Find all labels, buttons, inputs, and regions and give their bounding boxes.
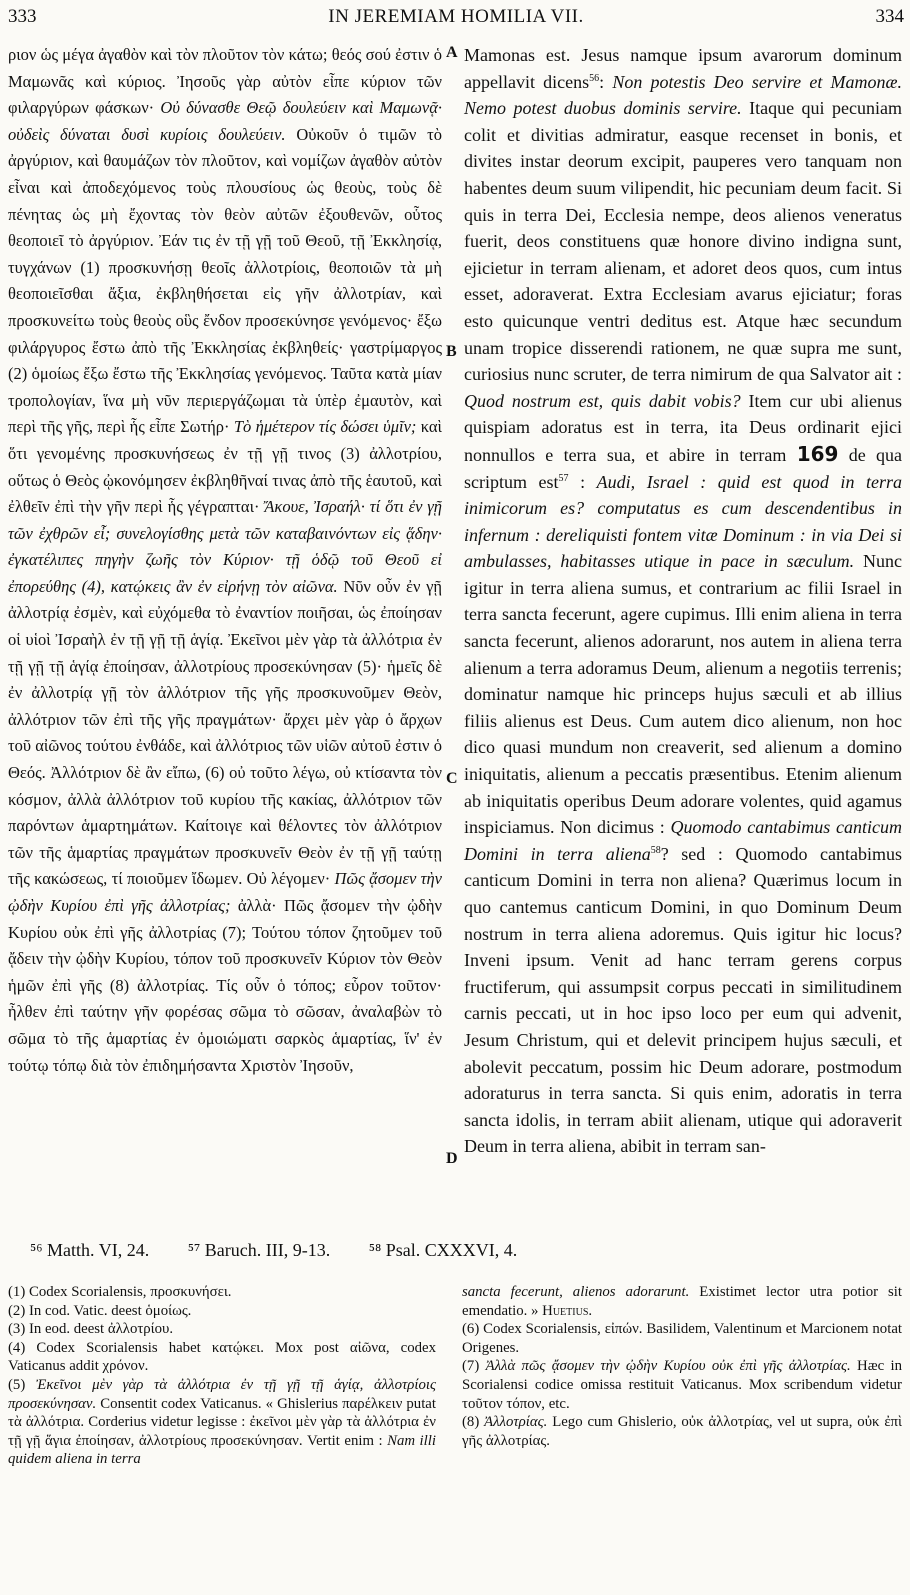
latin-run: Item cur ubi alienus quispiam adoratus est in terra, ita Deus ordinarit ejici nonnullos e terra sua, et abire in terram (464, 390, 902, 465)
reference-1: ⁵⁶ Matth. VI, 24. (30, 1240, 150, 1260)
greek-run: καὶ ὅτι γενομένης προσκυνήσεως ἐν τῇ γῇ τινος (3) ἀλλοτρίου, οὕτως ὁ Θεὸς ᾠκονόμησεν ἐκβληθῆναί τινας ἀπὸ τῆς ἑαυτοῦ, καὶ ἐλθεῖν ἐπὶ τὴν γῆν περὶ ἧς γέγραπται· (8, 417, 442, 517)
footnote: (1) Codex Scorialensis, προσκυνήσει. (8, 1284, 232, 1300)
margin-marker-b: B (446, 343, 457, 360)
greek-run: Οὐκοῦν ὁ τιμῶν τὸ ἀργύριον, καὶ θαυμάζων τὸν πλοῦτον, καὶ νομίζων ἀγαθὸν αὐτὸν εἶναι καὶ ἀποδεχόμενος τοὺς πλουσίους ὡς θεοὺς, τοὺς δὲ πένητας ὡς μὴ ἔχοντας τὸν θεὸν αὐτῶν ἐξουθενῶν, οὗτος θεοποιεῖ τὸ ἀργύριον. Ἐάν τις ἐν τῇ γῇ τοῦ Θεοῦ, τῇ Ἐκκλησίᾳ, τυγχάνων (1) προσκυνήσῃ θεοῖς ἀλλοτρίοις, θεοποιῶν τὰ μὴ θεοποιεῖσθαι ἄξια, ἐκβληθήσεται εἰς γῆν ἀλλοτρίαν, καὶ προσκυνείτω τοὺς θεοὺς οὓς ἔνδον προσεκύνησε γενόμενος· ἔξω φιλάργυρος ἔστω ἀπὸ τῆς Ἐκκλησίας ἐκβληθείς· γαστρίμαργος (2) ὁμοίως ἔξω ἔστω τῆς Ἐκκλησίας γενόμενος. Ταῦτα κατὰ μίαν τροπολογίαν, ἵνα μὴ νῦν περιεργάζωμαι τὰ ὑπὲρ ἐμαυτὸν, καὶ περὶ τῆς γῆς, περὶ ἧς εἶπε Σωτήρ· (8, 124, 442, 437)
latin-quote: Quod nostrum est, quis dabit vobis? (464, 390, 741, 411)
latin-quote: Quomodo cantabimus canticum Domini in terra aliena (464, 817, 902, 864)
latin-column (464, 42, 902, 1228)
footnote (462, 1413, 902, 1450)
reference-2: ⁵⁷ Baruch. III, 9-13. (187, 1240, 331, 1260)
footnote-number: (7) (462, 1358, 486, 1375)
latin-run: Nunc igitur in terra aliena sumus, et contrarium ac filii Israel in terra sancta fecerunt, agere cupimus. Illi enim aliena in terra sancta fecerunt, alienos adorarunt, nos autem in aliena terra alienum a terra adoramus Deum, alienum a negotiis terrenis; dominatur namque hic princeps hujus sæculi et ab illius filiis alienus est Deus. Cum autem dico alienum, non hoc dico quasi mundum non creaverit, sed alienum a domino iniquitatis, alienum a peccatis præsentibus. Etenim alienum ab iniquitatis operibus Deum adorare volentes, quid agamus inspiciamus. Non dicimus : (464, 551, 902, 838)
reference-3: ⁵⁸ Psal. CXXXVI, 4. (368, 1240, 518, 1260)
latin-text (464, 42, 902, 1160)
footnote-quote: sancta fecerunt, alienos adorarunt. (462, 1284, 690, 1300)
latin-quote: Non potestis Deo servire et Mamonæ. Nemo potest duobus dominis servire. (464, 71, 902, 119)
footnote-text: Consentit codex Vaticanus. « Ghislerius παρέλκειν putat τὰ ἀλλότρια. Corderius videtur legisse : ἐκεῖνοι μὲν γὰρ τὰ ἀλλότρια ἐν τῇ γῇ ἅγια ἐποίησαν, ἀλλοτρίους προσεκύνησαν. Vertit enim : (8, 1395, 436, 1449)
page-title: IN JEREMIAM HOMILIA VII. (328, 6, 584, 27)
footnote: (4) Codex Scorialensis habet κατῴκει. Mox post αἰῶνα, codex Vaticanus addit χρόνον. (8, 1339, 436, 1375)
greek-text (8, 42, 442, 1079)
greek-run: ριον ὡς μέγα ἀγαθὸν καὶ τὸν πλοῦτον τὸν κάτω; θεός σού ἐστιν ὁ Μαμωνᾶς καὶ κύριος. Ἰησοῦς γὰρ αὐτὸν εἶπε κύριον τῶν φιλαργύρων φάσκων· (8, 45, 442, 118)
footnote-number: (8) (462, 1414, 485, 1431)
greek-run: ἀλλὰ· Πῶς ᾄσομεν τὴν ᾠδὴν Κυρίου οὐκ ἐπὶ γῆς ἀλλοτρίας (7); Τούτου τόπον ζητοῦμεν τοῦ ᾄδειν τὴν ᾠδὴν Κυρίου, τόπον τοῦ προσκυνεῖν Κύριον τὸν Θεὸν ἡμῶν ἐπὶ γῆς (8) ἀλλοτρίας. Τίς οὖν ὁ τόπος; εὗρον τοῦτον· ἦλθεν ἐπὶ ταύτην γῆν φορέσας σῶμα τὸ σῶσαν, ἀναλαβὼν τὸ σῶμα τὸ τῆς ἁμαρτίας ἐν ὁμοιώματι σαρκὸς ἁμαρτίας, ἵν' ἐν τούτῳ τόπῳ διὰ τὸν ἐπιδημήσαντα Χριστὸν Ἰησοῦν, (8, 896, 442, 1075)
footnote-quote: Ἀλλὰ πῶς ᾄσομεν τὴν ᾠδὴν Κυρίου οὐκ ἐπὶ γῆς ἀλλοτρίας. (485, 1358, 851, 1375)
footnote-quote: Ἀλλοτρίας. (484, 1414, 548, 1431)
latin-run: : (568, 471, 597, 492)
footnote-author: Huetius. (542, 1302, 593, 1319)
page-number-left: 333 (8, 6, 37, 27)
scripture-references (30, 1240, 880, 1270)
footnote-ref: 56 (589, 72, 600, 84)
latin-run: ? sed : Quomodo cantabimus canticum Domini in terra non aliena? Quærimus locum in quo cantemus canticum Domini, in quo Dominum Deum nostrum in terra aliena adoremus. Quis igitur hic locus? Inveni ipsum. Venit ad hanc terram gerens corpus fructiferum, qui assumpsit corpus peccati in similitudinem carnis peccati, ut in hoc ipso loco per eum qui advenit, Jesum Christum, qui et delevit principem hujus sæculi, et abolevit peccatum, possim hic Deum adorare, postmodum adoraturus in terra sancta. Si quis enim, adoratis in terra sancta idolis, in terram abiit alienam, utique qui adoraverit Deum in terra aliena, abibit in terram san- (464, 843, 902, 1157)
greek-quote: Πῶς ᾄσομεν τὴν ᾠδὴν Κυρίου ἐπὶ γῆς ἀλλοτρίας; (8, 869, 442, 915)
footnote (462, 1283, 902, 1320)
footnote-text: Hæc in Scorialensi codice omissa restituit Vaticanus. Mox scribendum videtur τοῦτον τόπον, etc. (462, 1358, 903, 1412)
footnote-text: Lego cum Ghislerio, οὐκ ἀλλοτρίας, vel ut supra, οὐκ ἐπὶ γῆς ἀλλοτρίας. (462, 1414, 903, 1449)
footnote: (6) Codex Scorialensis, εἰπών. Basilidem, Valentinum et Marcionem notat Origenes. (462, 1321, 902, 1356)
latin-run: Itaque qui pecuniam colit et divitias admiratur, easque recenset in bonis, et divites instar deorum excipit, pauperes vero tanquam non habentes deum suum vilipendit, hic pecuniam deum facit. Si quis in terra Dei, Ecclesia nempe, deos alienos veneratus fuerit, deos constituens quæ honore divino indigna sunt, ejicietur in terram alienam, et adoret deos quos, cum intus esset, adoraverat. Extra Ecclesiam avarus ejiciatur; foras esto quicunque ventri deditus est. Atque hæc secundum unam tropice disserendi rationem, ne quæ supra me sunt, curiosius nunc scruter, de terra nimirum de qua Salvator ait : (464, 98, 902, 385)
latin-run: : (599, 71, 613, 92)
running-header (8, 4, 904, 34)
footnote-number: (5) (8, 1376, 36, 1393)
greek-quote: Οὐ δύνασθε Θεῷ δουλεύειν καὶ Μαμωνᾷ· οὐδεὶς δύναται δυσὶ κυρίοις δουλεύειν. (8, 98, 443, 144)
footnote: (2) In cod. Vatic. deest ὁμοίως. (8, 1302, 192, 1319)
footnote (8, 1376, 436, 1469)
footnotes-right (462, 1283, 902, 1450)
edition-page-number: 169 (796, 441, 839, 466)
greek-quote: Τὸ ἡμέτερον τίς δώσει ὑμῖν; (229, 417, 417, 437)
latin-quote: Audi, Israel : quid est quod in terra inimicorum es? computatus es cum descendentibus in infernum : dereliquisti fontem vitæ Dominum : in via Dei si ambulasses, habitasses utique in pace in sæculum. (464, 471, 902, 572)
latin-run: de qua scriptum est (464, 444, 902, 492)
footnote-ref: 58 (650, 844, 661, 856)
greek-quote: Ἄκουε, Ἰσραήλ· τί ὅτι ἐν γῇ τῶν ἐχθρῶν εἶ; συνελογίσθης μετὰ τῶν καταβαινόντων εἰς ᾅδην· ἐγκατέλιπες πηγὴν ζωῆς τὸν Κύριον· τῇ ὁδῷ τοῦ Θεοῦ εἰ ἐπορεύθης (4), κατῴκεις ἂν ἐν εἰρήνῃ τὸν αἰῶνα. (8, 497, 442, 596)
greek-run: Νῦν οὖν ἐν γῇ ἀλλοτρίᾳ ἐσμὲν, καὶ εὐχόμεθα τὸ ἐναντίον ποιῆσαι, ὡς ἐποίησαν οἱ υἱοὶ Ἰσραὴλ ἐν τῇ γῇ τῇ ἁγίᾳ. Ἐκεῖνοι μὲν γὰρ τὰ ἀλλότρια ἐν τῇ γῇ τῇ ἁγίᾳ ἐποίησαν, ἀλλοτρίους προσεκύνησαν (5)· ἡμεῖς δὲ ἐν ἀλλοτρίᾳ γῇ τὸν ἀλλότριον τῆς γῆς προσκυνοῦμεν Θεὸν, ἀλλότριον τῶν ἐπὶ τῆς γῆς πραγμάτων· ἄρχει μὲν γὰρ ὁ ἄρχων τοῦ αἰῶνος τούτου ἐνθάδε, καὶ ἀλλότριος τῶν υἱῶν αὐτοῦ ἐστιν ὁ Θεός. Ἀλλότριον δὲ ἂν εἴπω, (6) οὐ τοῦτο λέγω, οὐ κτίσαντα τὸν κόσμον, ἀλλὰ ἀλλότριον τοῦ κυρίου τῆς κακίας, ἀλλότριον τῶν παρόντων ἁμαρτημάτων. Καίτοιγε καὶ θέλοντες τὸν ἀλλότριον τῶν τῆς ἁμαρτίας πραγμάτων προσκυνεῖν Θεὸν ἐν τῇ γῇ ταύτῃ τῆς κακώσεως, τί ποιοῦμεν ἴδωμεν. Οὐ λέγομεν· (8, 576, 442, 889)
greek-column (8, 42, 442, 1228)
footnote: (3) In eod. deest ἀλλοτρίου. (8, 1321, 174, 1338)
page-number-right: 334 (875, 6, 904, 27)
margin-marker-a: A (446, 44, 458, 61)
footnote-text: Existimet lector utra potior sit emendatio. » (462, 1284, 903, 1319)
footnote-ref: 57 (558, 472, 569, 484)
latin-run: Mamonas est. Jesus namque ipsum avarorum dominum appellavit dicens (464, 45, 902, 92)
footnotes-left (8, 1283, 436, 1469)
margin-marker-c: C (446, 770, 458, 787)
footnote (462, 1357, 902, 1413)
footnote-quote: Ἐκεῖνοι μὲν γὰρ τὰ ἀλλότρια ἐν τῇ γῇ τῇ ἁγίᾳ, ἀλλοτρίοις προσεκύνησαν. (8, 1376, 437, 1412)
footnote-quote: Nam illi quidem aliena in terra (8, 1432, 436, 1468)
margin-marker-d: D (446, 1150, 458, 1167)
